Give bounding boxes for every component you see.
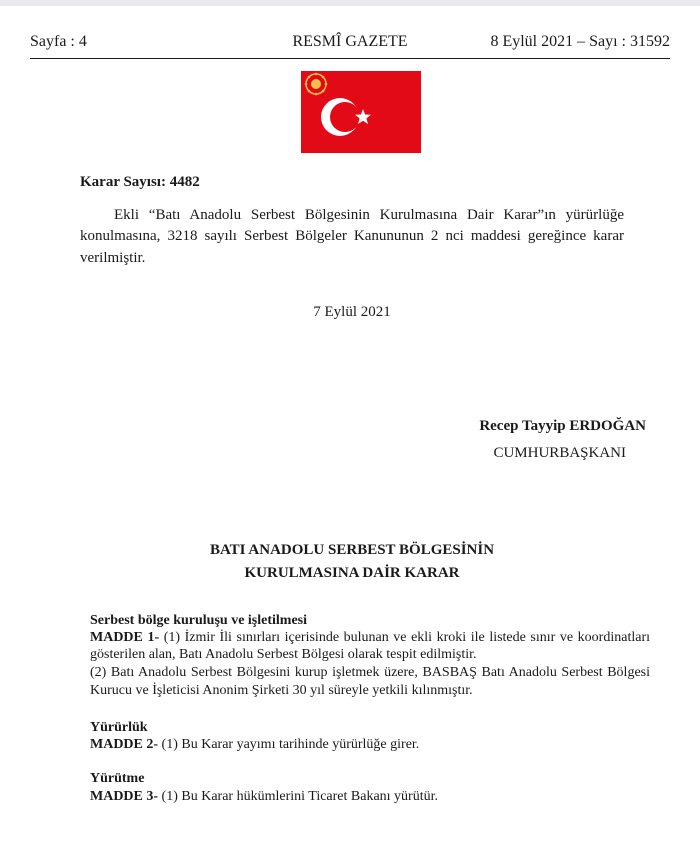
viewer-top-edge [0, 0, 700, 6]
header-rule [30, 58, 670, 59]
article-1-line-2: gösterilen alan, Batı Anadolu Serbest Bölgesi olarak tespit edilmiştir. [90, 647, 477, 662]
article-3-text: (1) Bu Karar hükümlerini Ticaret Bakanı yürütür. [158, 789, 438, 804]
crescent-star-icon [318, 92, 378, 142]
article-1-line-4: Kurucu ve İşleticisi Anonim Şirketi 30 yıl süreyle yetkili kılınmıştır. [90, 683, 473, 698]
decision-date: 7 Eylül 2021 [313, 304, 391, 320]
gazette-title: RESMÎ GAZETE [292, 33, 408, 50]
article-3-line-1 [90, 786, 438, 807]
page-number: Sayfa : 4 [30, 33, 87, 50]
section-heading-effect: Yürürlük [90, 720, 148, 735]
article-1-text: (1) İzmir İli sınırları içerisinde bulunan ve ekli kroki ile listede sınır ve koordinatları [159, 630, 650, 645]
article-3-label: MADDE 3- [90, 789, 159, 804]
article-2-label: MADDE 2- [90, 737, 159, 752]
article-1-line-3: (2) Batı Anadolu Serbest Bölgesini kurup işletmek üzere, BASBAŞ Batı Anadolu Serbest Bölgesi [90, 665, 650, 680]
decision-number: Karar Sayısı: 4482 [80, 174, 200, 190]
article-1-label: MADDE 1- [90, 630, 160, 645]
signatory-name: Recep Tayyip ERDOĞAN [479, 418, 646, 434]
decision-text-line-3: verilmiştir. [80, 250, 146, 266]
act-title-line-1: BATI ANADOLU SERBEST BÖLGESİNİN [209, 542, 495, 558]
section-heading-execution: Yürütme [90, 771, 145, 786]
decision-text-line-1: Ekli “Batı Anadolu Serbest Bölgesinin Kurulmasına Dair Karar”ın yürürlüğe [114, 207, 624, 223]
signatory-title: CUMHURBAŞKANI [493, 445, 626, 461]
decision-text-line-2: konulmasına, 3218 sayılı Serbest Bölgeler Kanununun 2 nci maddesi gereğince karar [80, 228, 624, 244]
act-title-line-2: KURULMASINA DAİR KARAR [244, 565, 460, 581]
section-heading-establishment: Serbest bölge kuruluşu ve işletilmesi [90, 613, 308, 628]
article-2-text: (1) Bu Karar yayımı tarihinde yürürlüğe girer. [158, 737, 420, 752]
article-2-line-1 [90, 734, 419, 755]
issue-date-number: 8 Eylül 2021 – Sayı : 31592 [490, 33, 670, 50]
